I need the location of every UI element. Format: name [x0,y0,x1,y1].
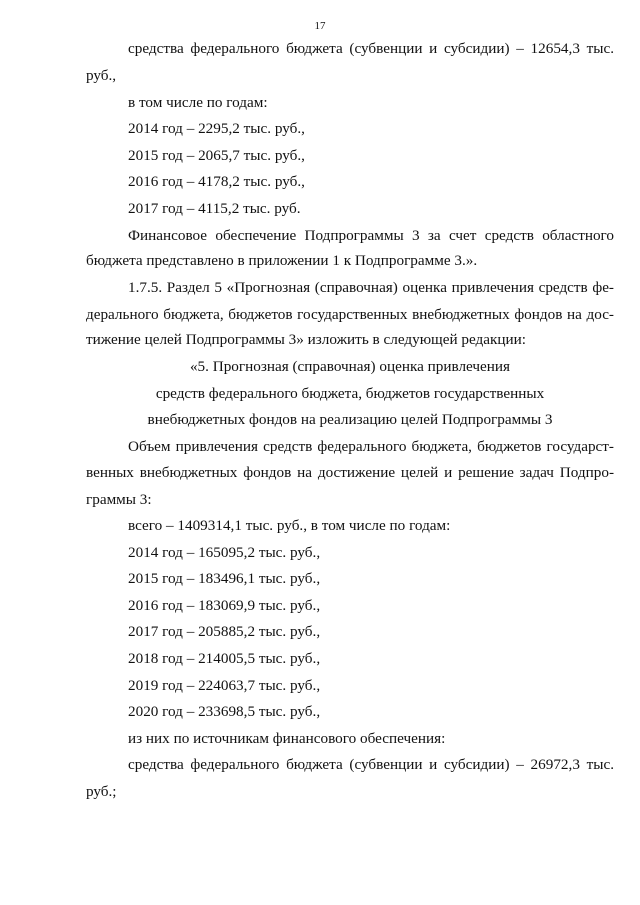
text-line: руб., [86,67,117,84]
text-line: 1.7.5. Раздел 5 «Прогнозная (справочная) оценка привлечения средств фе- [128,279,614,296]
text-line: 2019 год – 224063,7 тыс. руб., [128,677,321,694]
text-line: бюджета представлено в приложении 1 к Подпрограмме 3.». [86,252,478,269]
section-heading-line: «5. Прогнозная (справочная) оценка привлечения [189,358,511,375]
text-line: 2015 год – 2065,7 тыс. руб., [128,147,305,164]
text-line: 2014 год – 165095,2 тыс. руб., [128,544,321,561]
section-heading-line: внебюджетных фондов на реализацию целей Подпрограммы 3 [147,411,553,428]
text-line: 2014 год – 2295,2 тыс. руб., [128,120,305,137]
text-line: Финансовое обеспечение Подпрограммы 3 за счет средств областного [128,227,614,244]
text-line: средства федерального бюджета (субвенции и субсидии) – 26972,3 тыс. [128,756,614,773]
text-line: всего – 1409314,1 тыс. руб., в том числе по годам: [128,517,451,534]
text-line: 2017 год – 4115,2 тыс. руб. [128,200,301,217]
page-number: 17 [314,20,326,32]
text-line: тижение целей Подпрограммы 3» изложить в следующей редакции: [86,331,526,348]
text-line: 2016 год – 183069,9 тыс. руб., [128,597,321,614]
text-line: 2018 год – 214005,5 тыс. руб., [128,650,321,667]
text-line: 2017 год – 205885,2 тыс. руб., [128,623,321,640]
text-line: из них по источникам финансового обеспечения: [128,730,446,747]
text-line: 2020 год – 233698,5 тыс. руб., [128,703,321,720]
text-line: руб.; [86,783,117,800]
text-line: в том числе по годам: [128,94,268,111]
text-line: средства федерального бюджета (субвенции и субсидии) – 12654,3 тыс. [128,40,614,57]
section-heading-line: средств федерального бюджета, бюджетов государственных [155,385,545,402]
text-line: венных внебюджетных фондов на достижение целей и решение задач Подпро- [86,464,614,481]
text-line: Объем привлечения средств федерального бюджета, бюджетов государст- [128,438,614,455]
text-line: 2016 год – 4178,2 тыс. руб., [128,173,305,190]
text-line: дерального бюджета, бюджетов государственных внебюджетных фондов на дос- [86,306,614,323]
text-line: граммы 3: [86,491,152,508]
text-line: 2015 год – 183496,1 тыс. руб., [128,570,321,587]
